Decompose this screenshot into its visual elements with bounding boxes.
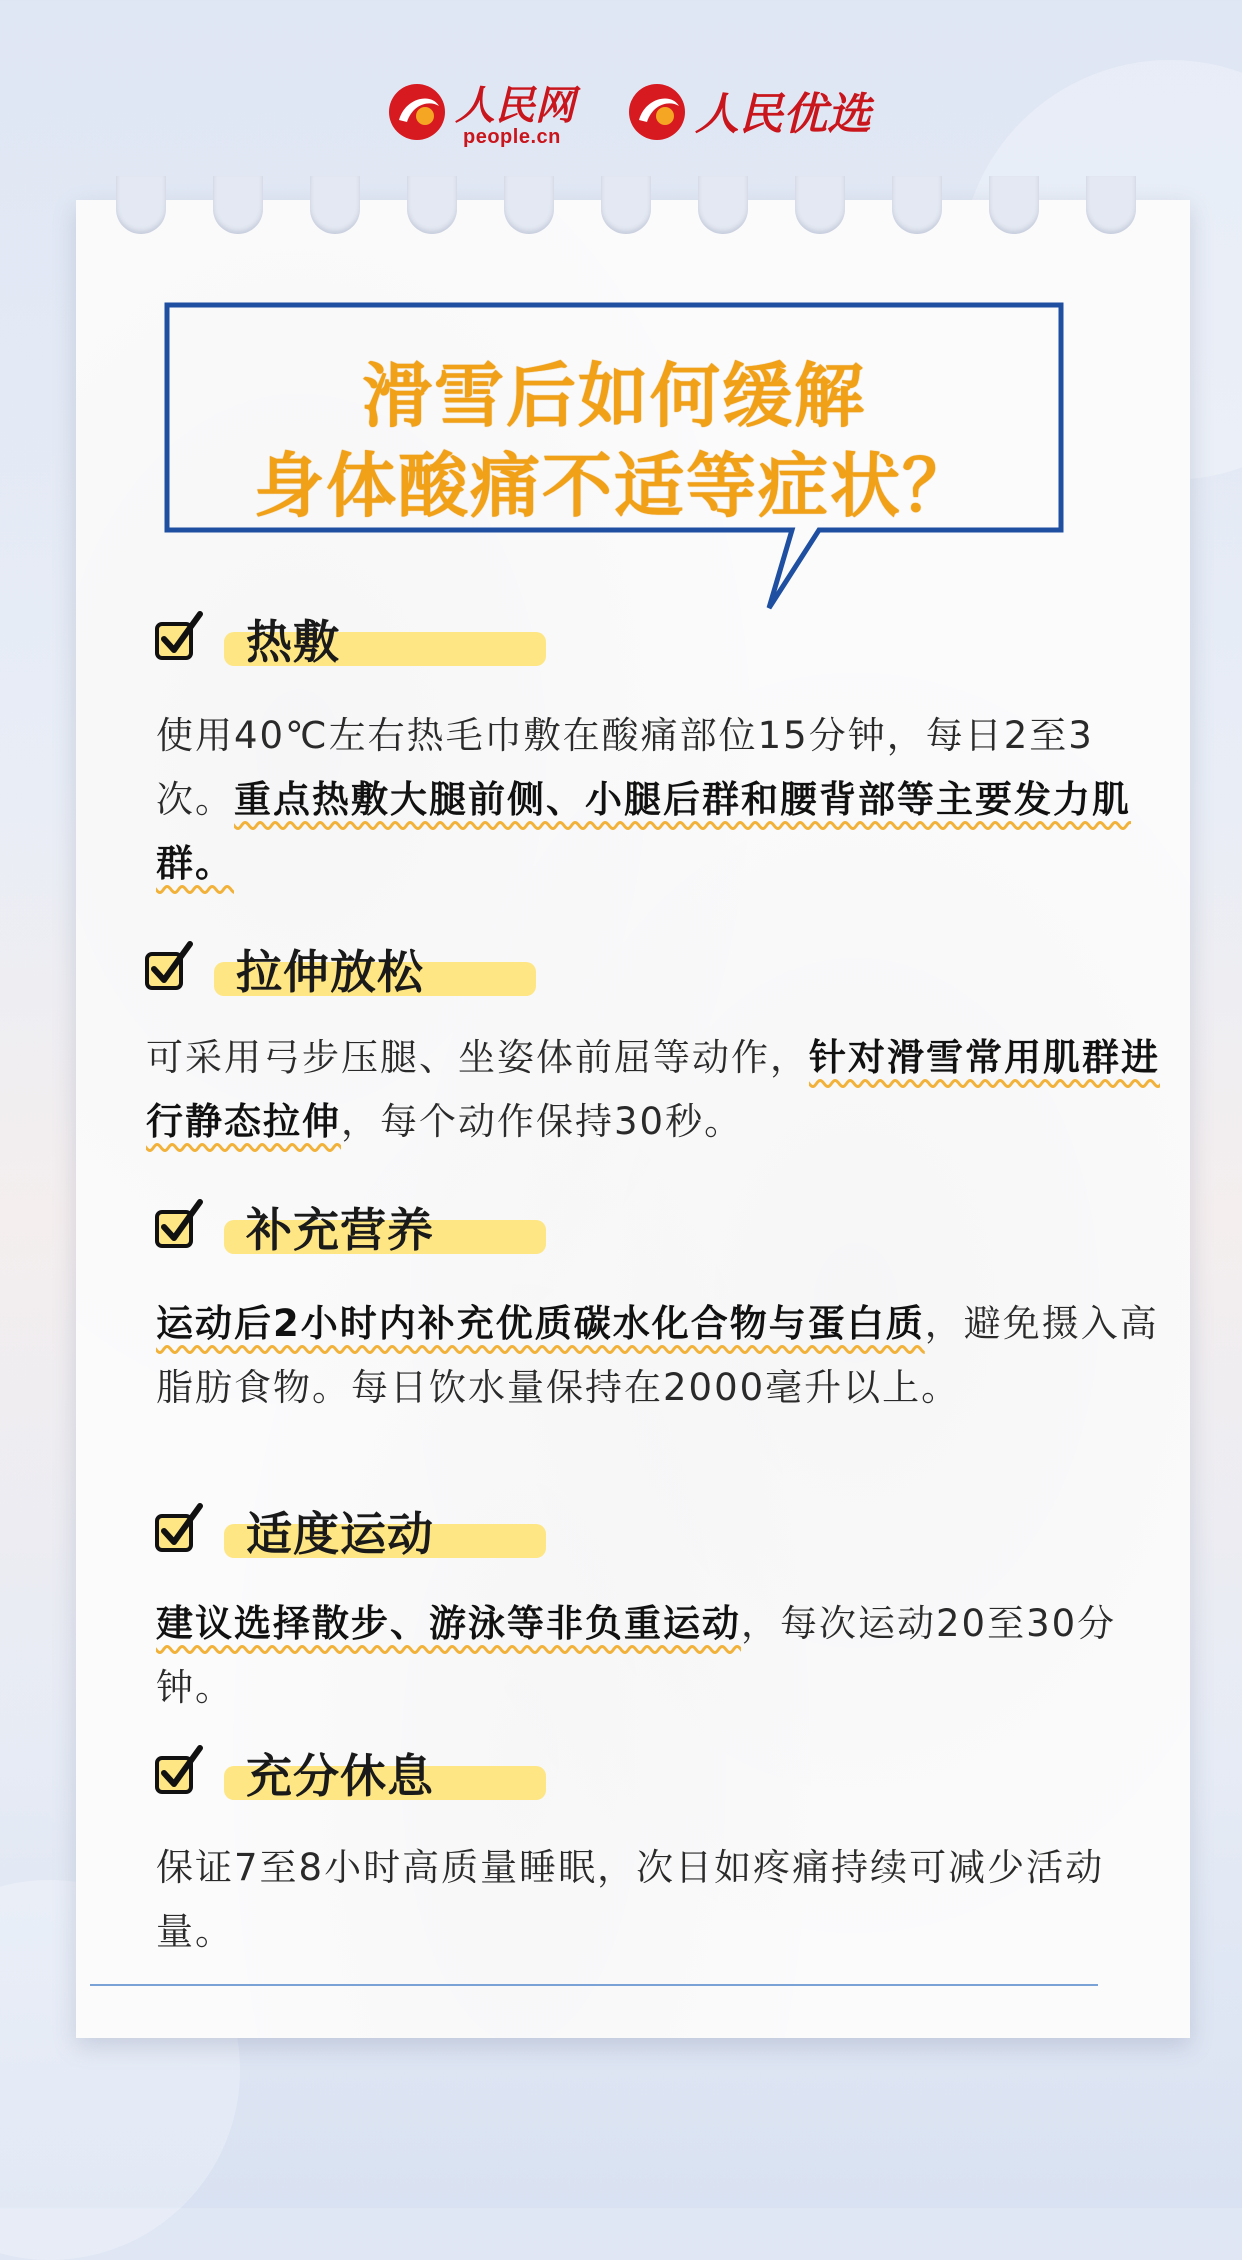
logo-text: 人民优选 bbox=[695, 89, 871, 140]
emphasis-text: 重点热敷大腿前侧、小腿后群和腰背部等主要发力肌群。 bbox=[156, 778, 1131, 885]
section-heading-text: 拉伸放松 bbox=[236, 945, 424, 999]
title-bubble bbox=[164, 302, 1064, 614]
body-text: 使用40℃左右热毛巾敷在酸痛部位15分钟，每日2至3次。 bbox=[156, 714, 1094, 821]
notebook-holes bbox=[116, 176, 1156, 234]
logo-url: people.cn bbox=[463, 126, 561, 148]
punch-hole bbox=[1086, 176, 1136, 234]
section-heading-text: 补充营养 bbox=[246, 1203, 434, 1257]
body-text: 可采用弓步压腿、坐姿体前屈等动作， bbox=[146, 1036, 809, 1079]
logo-text: 人民网 bbox=[455, 82, 575, 129]
people-cn-logo[interactable] bbox=[385, 70, 575, 160]
punch-hole bbox=[213, 176, 263, 234]
divider-line bbox=[90, 1984, 1098, 1986]
people-logo-icon bbox=[625, 80, 689, 144]
emphasis-text: 针对滑雪常用肌群进行静态拉伸 bbox=[146, 1036, 1160, 1143]
section-body bbox=[156, 1836, 1166, 1964]
punch-hole bbox=[310, 176, 360, 234]
emphasis-text: 建议选择散步、游泳等非负重运动 bbox=[156, 1602, 741, 1645]
body-text: 保证7至8小时高质量睡眠，次日如疼痛持续可减少活动量。 bbox=[156, 1846, 1105, 1953]
punch-hole bbox=[892, 176, 942, 234]
page-title-line-2: 身体酸痛不适等症状？ bbox=[254, 445, 974, 527]
section-body bbox=[156, 1592, 1166, 1720]
section-heading-text: 适度运动 bbox=[246, 1507, 434, 1561]
checkbox-icon bbox=[154, 610, 206, 662]
body-text: ，每次运动20至30分钟。 bbox=[156, 1602, 1117, 1709]
punch-hole bbox=[407, 176, 457, 234]
punch-hole bbox=[989, 176, 1039, 234]
people-logo-icon bbox=[385, 80, 449, 144]
checkbox-icon bbox=[154, 1502, 206, 1554]
logo-bar bbox=[0, 70, 1242, 160]
checkbox-icon bbox=[154, 1744, 206, 1796]
punch-hole bbox=[504, 176, 554, 234]
section-heading-text: 热敷 bbox=[246, 615, 340, 669]
emphasis-text: 运动后2小时内补充优质碳水化合物与蛋白质 bbox=[156, 1302, 925, 1345]
checkbox-icon bbox=[144, 940, 196, 992]
punch-hole bbox=[601, 176, 651, 234]
body-text: ，避免摄入高脂肪食物。每日饮水量保持在2000毫升以上。 bbox=[156, 1302, 1159, 1409]
body-text: ，每个动作保持30秒。 bbox=[341, 1100, 744, 1143]
punch-hole bbox=[795, 176, 845, 234]
section-heading-text: 充分休息 bbox=[246, 1749, 434, 1803]
punch-hole bbox=[116, 176, 166, 234]
paper-card bbox=[76, 200, 1190, 2038]
section-body bbox=[156, 1292, 1166, 1420]
punch-hole bbox=[698, 176, 748, 234]
page-title-line-1: 滑雪后如何缓解 bbox=[362, 355, 866, 437]
people-youxuan-logo[interactable] bbox=[625, 70, 870, 160]
checkbox-icon bbox=[154, 1198, 206, 1250]
section-body bbox=[156, 704, 1166, 896]
section-body bbox=[146, 1026, 1176, 1154]
